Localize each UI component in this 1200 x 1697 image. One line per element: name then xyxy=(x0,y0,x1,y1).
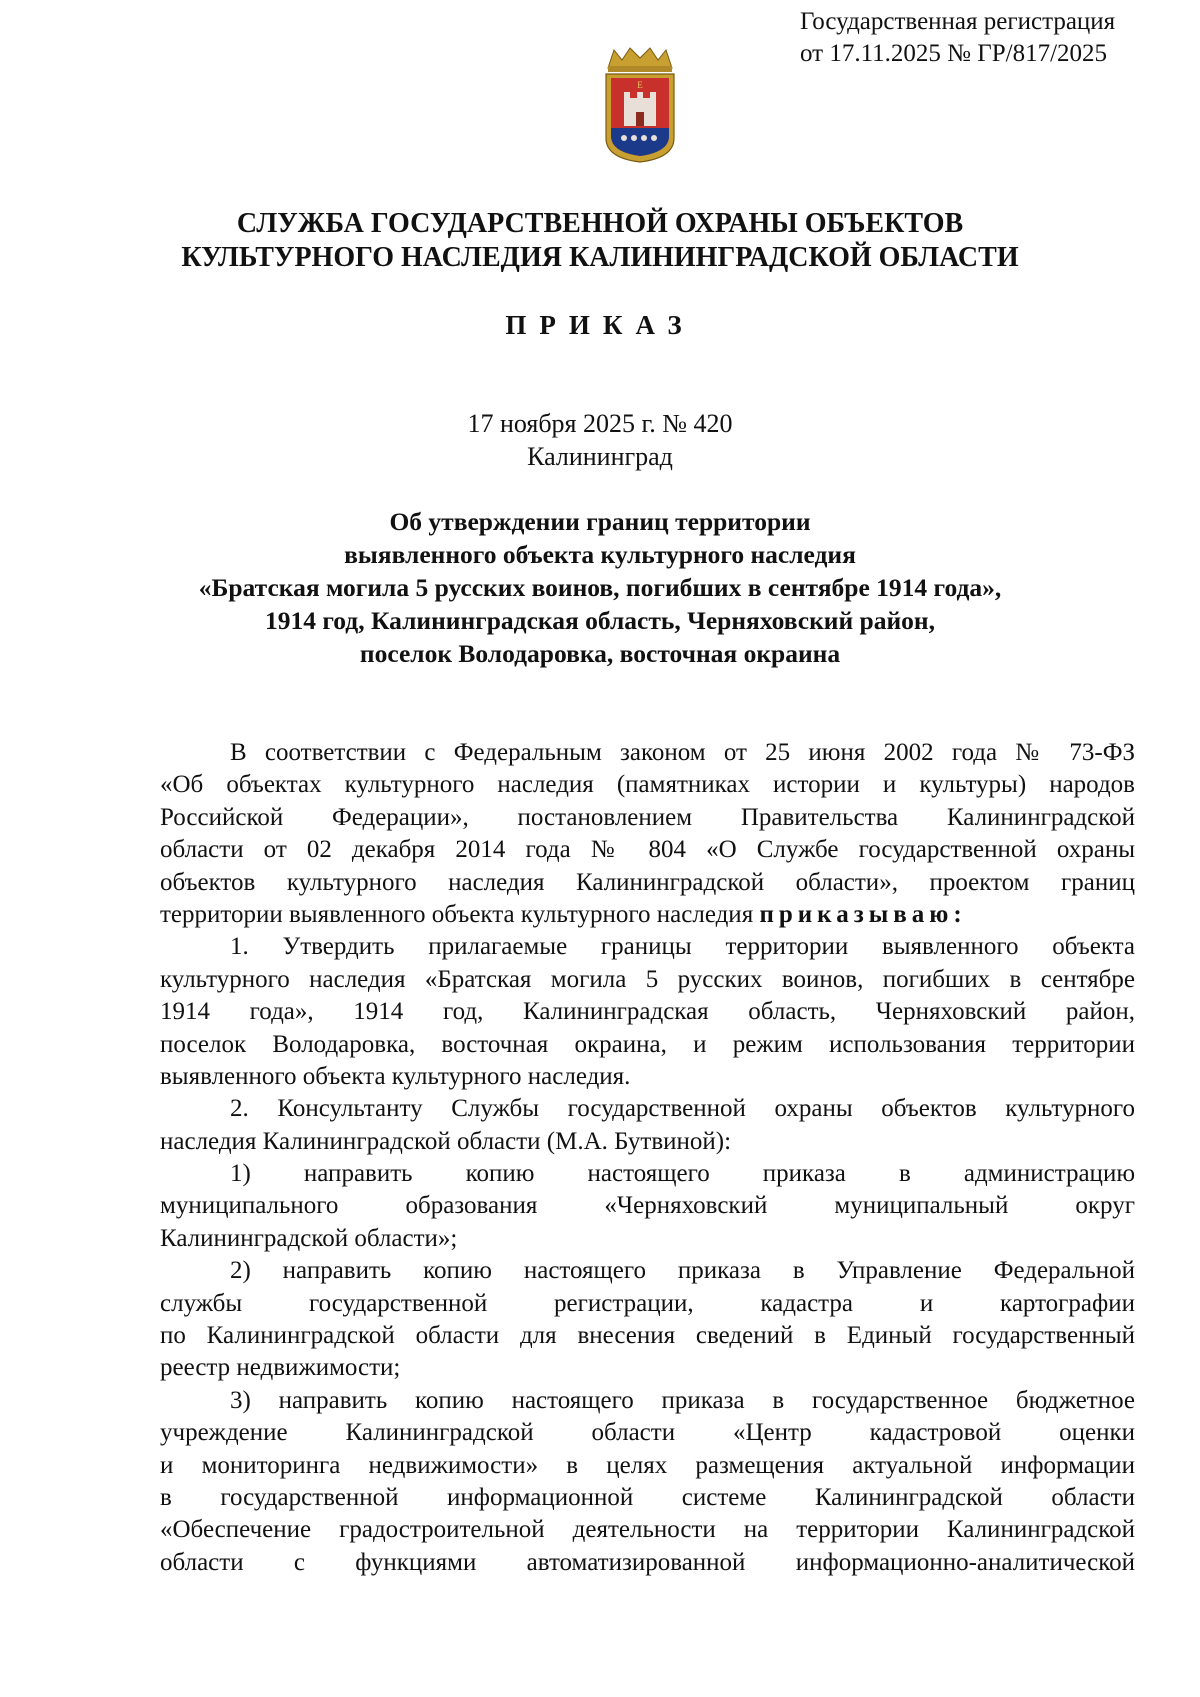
registration-number: от 17.11.2025 № ГР/817/2025 xyxy=(800,40,1108,67)
body-line: и мониторинга недвижимости» в целях размещения актуальной информации xyxy=(160,1451,1135,1479)
body-line: области с функциями автоматизированной информационно-аналитической xyxy=(160,1548,1135,1576)
body-text: территории выявленного объекта культурного наследия xyxy=(160,900,754,928)
body-line: объектов культурного наследия Калининградской области», проектом границ xyxy=(160,868,1135,896)
subject-line: выявленного объекта культурного наследия xyxy=(344,540,856,569)
body-line: 1) направить копию настоящего приказа в администрацию xyxy=(230,1160,1135,1188)
body-line: реестр недвижимости; xyxy=(160,1354,401,1382)
body-line: выявленного объекта культурного наследия. xyxy=(160,1062,631,1090)
date-and-place xyxy=(0,407,1200,473)
date-number: 17 ноября 2025 г. № 420 xyxy=(467,409,733,438)
body-line: Калининградской области»; xyxy=(160,1224,458,1252)
document-body xyxy=(160,737,1135,1579)
document-subject xyxy=(0,505,1200,670)
body-line: наследия Калининградской области (М.А. Бутвиной): xyxy=(160,1127,732,1155)
body-line: службы государственной регистрации, кадастра и картографии xyxy=(160,1289,1135,1317)
body-line: учреждение Калининградской области «Центр кадастровой оценки xyxy=(160,1419,1135,1447)
body-line: 1914 года», 1914 год, Калининградская область, Черняховский район, xyxy=(160,998,1135,1026)
body-line: по Калининградской области для внесения сведений в Единый государственный xyxy=(160,1322,1135,1350)
body-line: муниципального образования «Черняховский муниципальный округ xyxy=(160,1192,1135,1220)
order-word: приказываю: xyxy=(759,900,967,928)
body-line: в государственной информационной системе Калининградской области xyxy=(160,1483,1135,1511)
body-line: Российской Федерации», постановлением Правительства Калининградской xyxy=(160,803,1135,831)
body-line: поселок Володаровка, восточная окраина, и режим использования территории xyxy=(160,1030,1135,1058)
registration-line: Государственная регистрация xyxy=(800,8,1116,35)
body-line: 2. Консультанту Службы государственной охраны объектов культурного xyxy=(230,1095,1135,1123)
organization-name xyxy=(0,207,1200,275)
body-line: культурного наследия «Братская могила 5 русских воинов, погибших в сентябре xyxy=(160,965,1135,993)
document-type: ПРИКАЗ xyxy=(505,310,695,340)
body-line: «Обеспечение градостроительной деятельности на территории Калининградской xyxy=(160,1516,1135,1544)
body-line: 3) направить копию настоящего приказа в государственное бюджетное xyxy=(230,1386,1135,1414)
subject-line: «Братская могила 5 русских воинов, погибших в сентябре 1914 года», xyxy=(198,573,1002,602)
organization-line: СЛУЖБА ГОСУДАРСТВЕННОЙ ОХРАНЫ ОБЪЕКТОВ xyxy=(236,208,964,239)
body-line: 1. Утвердить прилагаемые границы территории выявленного объекта xyxy=(230,933,1135,961)
svg-text:E: E xyxy=(637,80,643,90)
registration-stamp xyxy=(800,6,1180,70)
subject-line: 1914 год, Калининградская область, Черняховский район, xyxy=(264,606,936,635)
body-line: области от 02 декабря 2014 года № 804 «О Службе государственной охраны xyxy=(160,836,1135,864)
kaliningrad-coat-of-arms-icon xyxy=(600,46,680,164)
subject-line: Об утверждении границ территории xyxy=(389,507,811,536)
subject-line: поселок Володаровка, восточная окраина xyxy=(359,639,841,668)
body-line xyxy=(160,899,1135,931)
organization-line: КУЛЬТУРНОГО НАСЛЕДИЯ КАЛИНИНГРАДСКОЙ ОБЛАСТИ xyxy=(181,242,1019,273)
body-line: В соответствии с Федеральным законом от 25 июня 2002 года № 73-ФЗ xyxy=(230,739,1135,766)
body-line: 2) направить копию настоящего приказа в Управление Федеральной xyxy=(230,1257,1135,1285)
body-line: «Об объектах культурного наследия (памятниках истории и культуры) народов xyxy=(160,771,1135,799)
city: Калининград xyxy=(527,442,673,471)
